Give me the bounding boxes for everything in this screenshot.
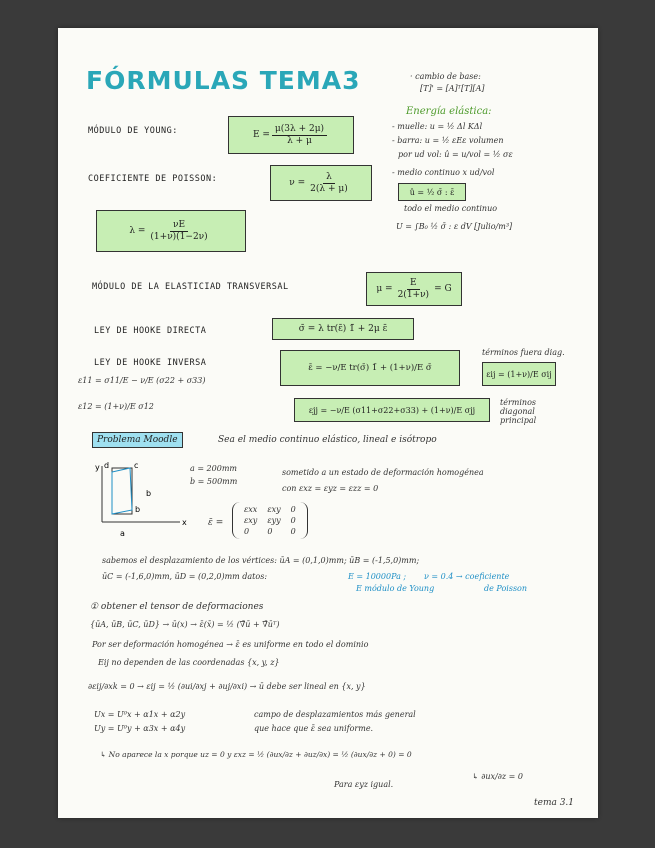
young-num: μ(3λ + 2μ): [272, 124, 327, 136]
fig-label-b: b: [146, 489, 152, 498]
energia-barra: - barra: u = ½ εEε volumen: [392, 136, 504, 145]
terminos-diag-label: términos diagonal principal: [500, 398, 537, 425]
step1-title: ① obtener el tensor de deformaciones: [90, 602, 264, 612]
datos-v: ν = 0.4 → coeficiente: [424, 572, 510, 581]
no-aparece-line: ↳ No aparece la x porque uz = 0 y εxz = ½ (∂ux/∂z + ∂uz/∂x) = ½ (∂ux/∂z + 0) = 0: [100, 750, 412, 759]
matrix-cell: εxy: [267, 505, 281, 514]
fig-label-a: a: [120, 529, 125, 538]
matrix-cell: 0: [290, 505, 296, 514]
problem-intro: Sea el medio continuo elástico, lineal e isótropo: [218, 435, 437, 445]
rectangle-figure: [92, 462, 192, 542]
fig-label-x: x: [182, 518, 187, 527]
eij-box: εij = (1+ν)/E σij: [482, 362, 556, 386]
problem-a: a = 200mm: [190, 464, 237, 473]
matrix-cell: εxx: [244, 505, 258, 514]
matrix-cell: 0: [290, 516, 296, 525]
poisson-label: COEFICIENTE DE POISSON:: [88, 174, 218, 184]
problem-con: con εxz = εyz = εzz = 0: [282, 484, 379, 493]
fig-label-b-corner: b: [135, 505, 141, 514]
fig-label-y: y: [95, 463, 100, 472]
hooke-inversa-label: LEY DE HOOKE INVERSA: [94, 358, 207, 368]
hooke-directa-box: σ̄ = λ tr(ε̄) 1̄ + 2μ ε̄: [272, 318, 414, 340]
young-lhs: E =: [252, 130, 270, 140]
desplaz-line1: sabemos el desplazamiento de los vértices: ūA = (0,1,0)mm; ūB = (-1,5,0)mm;: [102, 556, 420, 565]
derivative-line: ∂εij/∂xk = 0 → εij = ½ (∂ui/∂xj + ∂uj/∂xi) → ū debe ser lineal en {x, y}: [88, 682, 366, 691]
lambda-den: (1+ν)(1−2ν): [150, 231, 208, 242]
mu-fraction: [395, 278, 433, 301]
datos-sub1: E módulo de Young: [356, 584, 435, 593]
mu-num: E: [407, 278, 420, 290]
matrix-cell: 0: [267, 527, 273, 536]
poisson-lhs: ν =: [289, 178, 306, 188]
terminos-fuera-label: términos fuera diag.: [482, 348, 565, 357]
matrix-cell: 0: [290, 527, 296, 536]
matrix-cell: εyy: [267, 516, 281, 525]
e11-formula: ε11 = σ11/E − ν/E (σ22 + σ33): [78, 376, 206, 385]
poisson-fraction: [307, 172, 351, 195]
strain-matrix: [232, 502, 308, 539]
matrix-lhs: ε̄ =: [208, 518, 224, 528]
transversal-label: MÓDULO DE LA ELASTICIAD TRANSVERSAL: [92, 282, 289, 292]
energia-title: Energía elástica:: [406, 106, 492, 117]
energia-muelle: - muelle: u = ½ Δl KΔl: [392, 122, 483, 131]
e12-formula: ε12 = (1+ν)/E σ12: [78, 402, 154, 411]
fig-label-c: c: [134, 462, 139, 470]
datos-sub2: de Poisson: [484, 584, 528, 593]
cambio-base-label: · cambio de base:: [410, 72, 481, 81]
young-den: λ + μ: [287, 135, 312, 146]
young-formula-box: [228, 116, 354, 154]
campo-line2: que hace que ε̄ sea uniforme.: [254, 724, 374, 733]
matrix-row: [239, 526, 301, 537]
lambda-lhs: λ =: [129, 226, 146, 236]
lambda-formula-box: [96, 210, 246, 252]
deformed-rect: [112, 468, 132, 514]
line-eij: Eij no dependen de las coordenadas {x, y, z}: [98, 658, 280, 667]
energia-medio-formula: û = ½ σ̄ : ε̄: [398, 183, 466, 201]
energia-todo: todo el medio continuo: [404, 204, 498, 213]
campo-line1: campo de desplazamientos más general: [254, 710, 416, 719]
ux-eq: Ux = U⁰x + α1x + α2y: [94, 710, 186, 719]
lambda-num: νE: [170, 220, 188, 232]
step1-equation: {ūA, ūB, ūC, ūD} → ū(x) → ε̄(x̄) = ½ (∇̄ū + ∇̄ūᵀ): [90, 620, 280, 629]
mu-lhs: μ =: [376, 284, 393, 294]
energia-por-vol: por ud vol: û = u/vol = ½ σε: [398, 150, 513, 159]
uy-eq: Uy = U⁰y + α3x + α4y: [94, 724, 186, 733]
ejj-box: εjj = −ν/E (σ11+σ22+σ33) + (1+ν)/E σjj: [294, 398, 490, 422]
matrix-row: [239, 515, 301, 526]
matrix-row: [239, 504, 301, 515]
matrix-cell: εxy: [244, 516, 258, 525]
final-line: ↳ ∂ux/∂z = 0: [472, 772, 523, 781]
young-label: MÓDULO DE YOUNG:: [88, 126, 178, 136]
mu-rhs: = G: [434, 284, 452, 294]
page-title: FÓRMULAS TEMA3: [86, 66, 361, 95]
poisson-num: λ: [323, 172, 335, 184]
datos-e: E = 10000Pa ;: [348, 572, 407, 581]
young-fraction: [272, 124, 327, 147]
energia-medio: - medio continuo x ud/vol: [392, 168, 495, 177]
problem-b: b = 500mm: [190, 477, 238, 486]
energia-integral: U = ∫B₀ ½ σ̄ : ε dV [Julio/m³]: [396, 222, 513, 231]
undeformed-rect: [112, 468, 132, 514]
desplaz-line2: ūC = (-1,6,0)mm, ūD = (0,2,0)mm datos:: [102, 572, 268, 581]
lambda-fraction: [147, 220, 210, 243]
problema-tag: Problema Moodle: [92, 432, 183, 448]
poisson-formula-box: [270, 165, 372, 201]
hooke-inversa-box: ε̄ = −ν/E tr(σ̄) 1̄ + (1+ν)/E σ̄: [280, 350, 460, 386]
fig-label-d: d: [104, 462, 110, 470]
mu-formula-box: [366, 272, 462, 306]
notes-page: [58, 28, 598, 818]
matrix-cell: 0: [244, 527, 250, 536]
poisson-den: 2(λ + μ): [310, 183, 348, 194]
footer-label: tema 3.1: [534, 798, 575, 808]
para-line: Para εyz igual.: [334, 780, 394, 789]
mu-den: 2(1+ν): [397, 289, 430, 300]
cambio-base-formula: [T]' = [A]ᵀ[T][A]: [420, 84, 485, 93]
line-homogenea: Por ser deformación homogénea → ε̄ es uniforme en todo el dominio: [92, 640, 369, 649]
problem-sometido: sometido a un estado de deformación homogénea: [282, 468, 484, 477]
hooke-directa-label: LEY DE HOOKE DIRECTA: [94, 326, 207, 336]
